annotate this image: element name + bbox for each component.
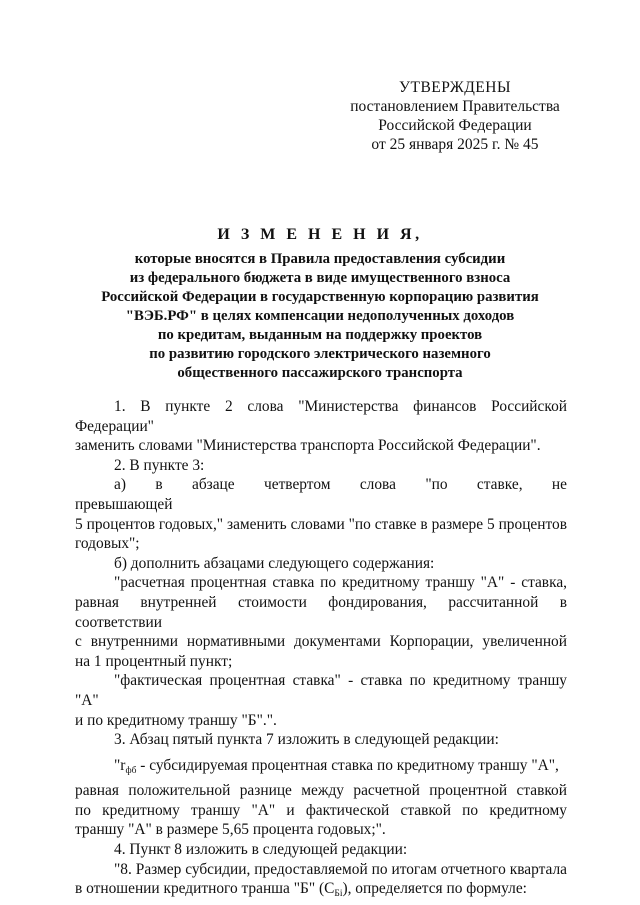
text-line: "8. Размер субсидии, предоставляемой по итогам отчетного квартала — [114, 860, 567, 878]
formula-symbol: r — [120, 756, 126, 774]
heading-line: общественного пассажирского транспорта — [177, 365, 463, 381]
formula-subscript: Бi — [334, 889, 343, 900]
heading-line: которые вносятся в Правила предоставления субсидии — [134, 251, 506, 267]
text-fragment: ), определяется по формуле: — [342, 880, 527, 898]
heading-subtitle — [70, 250, 570, 383]
paragraph-10 — [75, 860, 567, 899]
formula-symbol: C — [324, 880, 335, 898]
formula-subscript: фб — [125, 765, 137, 776]
paragraph-6 — [75, 671, 567, 730]
text-line: заменить словами "Министерства транспорта Российской Федерации". — [75, 437, 541, 455]
text-line: траншу "А" в размере 5,65 процента годовых;". — [75, 821, 386, 839]
paragraph-9: 4. Пункт 8 изложить в следующей редакции: — [114, 841, 408, 859]
paragraph-5 — [75, 573, 567, 671]
document-heading — [70, 226, 570, 383]
paragraph-3 — [75, 475, 567, 553]
document-body — [75, 397, 567, 899]
text-line: и по кредитному траншу "Б".". — [75, 711, 277, 729]
text-line: а) в абзаце четвертом слова "по ставке, не превышающей — [75, 476, 567, 513]
heading-line: "ВЭБ.РФ" в целях компенсации недополученных доходов — [125, 308, 515, 324]
heading-line: Российской Федерации в государственную корпорацию развития — [101, 289, 539, 305]
paragraph-4: б) дополнить абзацами следующего содержания: — [114, 554, 435, 572]
quote-mark: " — [114, 756, 121, 774]
text-line: равная внутренней стоимости фондирования, рассчитанной в соответствии — [75, 593, 567, 631]
approval-date: от 25 января 2025 г. № 45 — [371, 136, 539, 153]
approval-line: Российской Федерации — [378, 117, 532, 134]
paragraph-1 — [75, 397, 567, 456]
approval-title: УТВЕРЖДЕНЫ — [399, 79, 511, 96]
text-line: по кредитному траншу "А" и фактической ставкой по кредитному — [75, 801, 567, 819]
text-line: с внутренними нормативными документами Корпорации, увеличенной — [75, 633, 567, 651]
paragraph-8 — [75, 756, 567, 840]
text-line: 1. В пункте 2 слова "Министерства финансов Российской Федерации" — [75, 398, 567, 435]
text-line: на 1 процентный пункт; — [75, 652, 233, 670]
formula-line — [75, 756, 567, 776]
text-fragment: в отношении кредитного транша "Б" ( — [75, 880, 325, 898]
text-line: "фактическая процентная ставка" - ставка по кредитному траншу "А" — [75, 672, 567, 709]
heading-title: И З М Е Н Е Н И Я, — [217, 226, 423, 243]
approval-block — [330, 78, 580, 154]
paragraph-2: 2. В пункте 3: — [114, 456, 205, 474]
heading-line: из федерального бюджета в виде имущественного взноса — [129, 270, 511, 286]
text-line: равная положительной разнице между расчетной процентной ставкой — [75, 782, 567, 800]
text-line: 5 процентов годовых," заменить словами "по ставке в размере 5 процентов — [75, 515, 567, 533]
paragraph-7: 3. Абзац пятый пункта 7 изложить в следующей редакции: — [114, 731, 499, 749]
formula-line — [75, 879, 567, 899]
heading-line: по развитию городского электрического наземного — [149, 346, 491, 362]
heading-line: по кредитам, выданным на поддержку проектов — [157, 327, 483, 343]
approval-line: постановлением Правительства — [350, 98, 560, 115]
text-fragment: - субсидируемая процентная ставка по кредитному траншу "А", — [136, 756, 559, 774]
text-line: годовых"; — [75, 535, 140, 553]
text-line: "расчетная процентная ставка по кредитному траншу "А" - ставка, — [114, 574, 567, 592]
